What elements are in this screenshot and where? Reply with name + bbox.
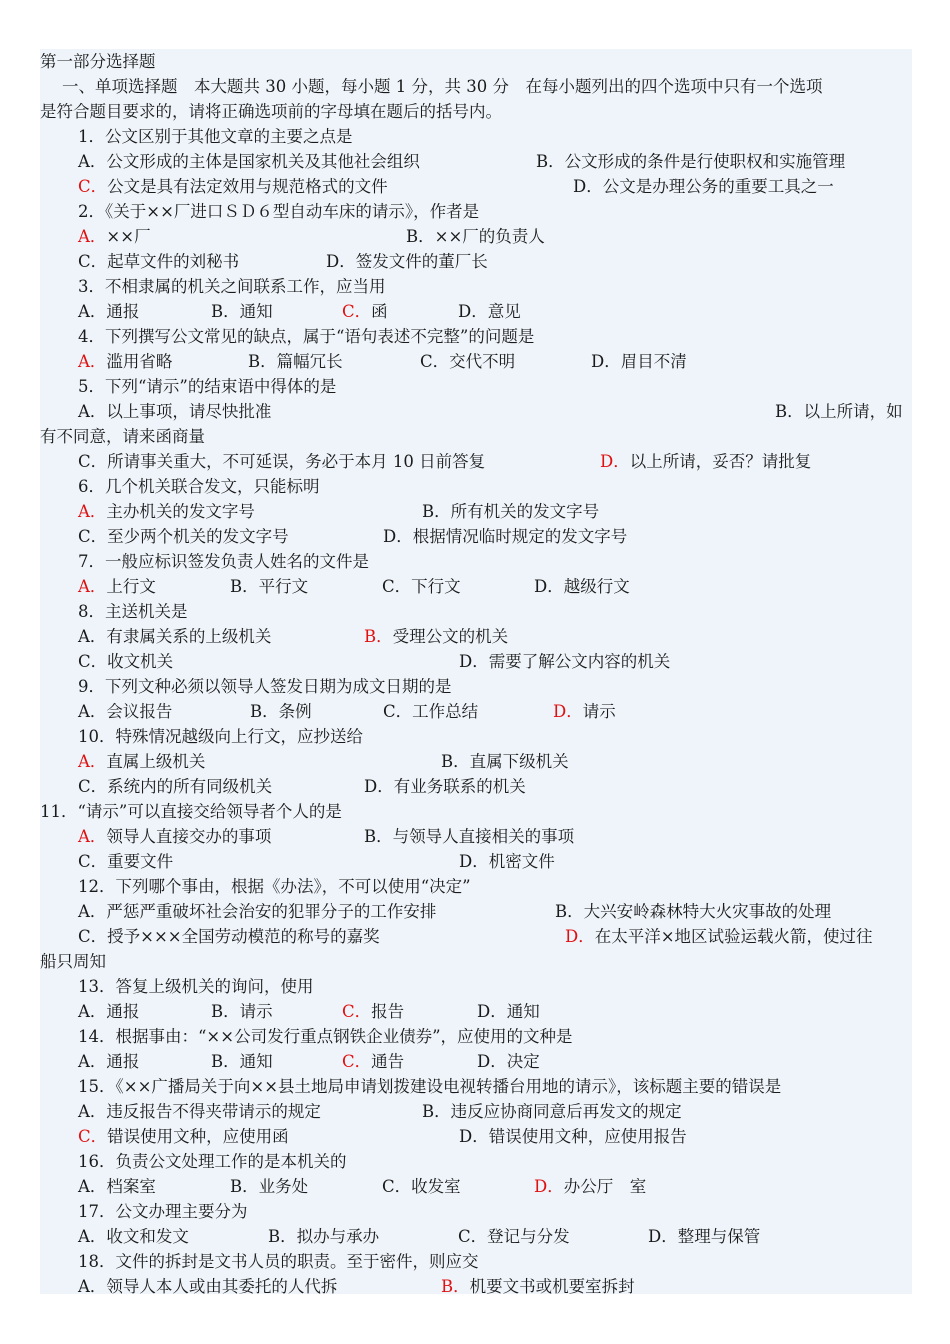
option-c: C．报告	[342, 1002, 405, 1021]
option-b: B．平行文	[230, 577, 309, 596]
option-a: A．领导人直接交办的事项	[78, 827, 272, 846]
option-a: A．滥用省略	[78, 352, 173, 371]
option-b: B．通知	[211, 1052, 273, 1071]
option-b: B．以上所请，如	[775, 402, 903, 421]
answer-letter: B．	[441, 1277, 470, 1296]
answer-letter: A．	[78, 752, 107, 771]
option-a: A．公文形成的主体是国家机关及其他社会组织	[78, 152, 420, 171]
option-c: C．交代不明	[420, 352, 516, 371]
answer-letter: D．	[565, 927, 595, 946]
section-heading-line2: 是符合题目要求的，请将正确选项前的字母填在题后的括号内。	[40, 102, 502, 121]
stem-text: 3．不相隶属的机关之间联系工作，应当用	[78, 277, 386, 296]
option-d: D．以上所请，妥否？请批复	[600, 452, 812, 471]
option-d: D．错误使用文种，应使用报告	[459, 1127, 687, 1146]
stem-text: 2．《关于××厂进口ＳＤ６型自动车床的请示》，作者是	[78, 202, 480, 221]
part-title-text: 第一部分选择题	[40, 52, 156, 71]
answer-letter: A．	[78, 827, 107, 846]
stem-text: 11．“请示”可以直接交给领导者个人的是	[40, 802, 342, 821]
answer-letter: C．	[78, 1127, 108, 1146]
option-d: D．机密文件	[459, 852, 555, 871]
option-b: B．业务处	[230, 1177, 309, 1196]
option-b: B．请示	[211, 1002, 273, 1021]
option-d: D．越级行文	[534, 577, 630, 596]
stem-text: 4．下列撰写公文常见的缺点，属于“语句表述不完整”的问题是	[78, 327, 535, 346]
option-d: D．有业务联系的机关	[364, 777, 526, 796]
answer-letter: A．	[78, 227, 107, 246]
option-c: C．起草文件的刘秘书	[78, 252, 240, 271]
option-c: C．收发室	[382, 1177, 461, 1196]
option-d: D．需要了解公文内容的机关	[459, 652, 671, 671]
stem-text: 5．下列“请示”的结束语中得体的是	[78, 377, 337, 396]
section-heading-line1: 一、单项选择题 本大题共 30 小题，每小题 1 分，共 30 分 在每小题列出的四个选项中只有一个选项	[62, 77, 823, 96]
option-c: C．公文是具有法定效用与规范格式的文件	[78, 177, 388, 196]
stem-text: 16．负责公文处理工作的是本机关的	[78, 1152, 347, 1171]
option-c: C．通告	[342, 1052, 405, 1071]
answer-letter: A．	[78, 577, 107, 596]
option-b: B．公文形成的条件是行使职权和实施管理	[536, 152, 846, 171]
continuation-text: 船只周知	[40, 952, 106, 971]
option-a: A．违反报告不得夹带请示的规定	[78, 1102, 321, 1121]
option-a: A．××厂	[78, 227, 151, 246]
stem-text: 1．公文区别于其他文章的主要之点是	[78, 127, 353, 146]
answer-letter: A．	[78, 502, 107, 521]
option-d: D．整理与保管	[648, 1227, 761, 1246]
option-a: A．通报	[78, 302, 140, 321]
option-b: B．大兴安岭森林特大火灾事故的处理	[555, 902, 832, 921]
option-a: A．主办机关的发文字号	[78, 502, 255, 521]
option-d: D．根据情况临时规定的发文字号	[383, 527, 628, 546]
option-a: A．直属上级机关	[78, 752, 206, 771]
stem-text: 17．公文办理主要分为	[78, 1202, 248, 1221]
option-c: C．所请事关重大，不可延误，务必于本月 10 日前答复	[78, 452, 486, 471]
option-c: C．错误使用文种，应使用函	[78, 1127, 289, 1146]
answer-letter: D．	[600, 452, 630, 471]
option-b: B．直属下级机关	[441, 752, 569, 771]
option-a: A．收文和发文	[78, 1227, 189, 1246]
option-d: D．意见	[458, 302, 521, 321]
answer-letter: D．	[553, 702, 583, 721]
option-b: B．所有机关的发文字号	[422, 502, 600, 521]
option-d: D．在太平洋×地区试验运载火箭，使过往	[565, 927, 873, 946]
option-b: B．机要文书或机要室拆封	[441, 1277, 635, 1296]
option-b: B．受理公文的机关	[364, 627, 509, 646]
option-a: A．严惩严重破坏社会治安的犯罪分子的工作安排	[78, 902, 437, 921]
option-d: D．决定	[477, 1052, 540, 1071]
answer-letter: A．	[78, 352, 107, 371]
option-c: C．授予×××全国劳动模范的称号的嘉奖	[78, 927, 380, 946]
option-c: C．收文机关	[78, 652, 174, 671]
option-b: B．拟办与承办	[268, 1227, 380, 1246]
option-b: B．通知	[211, 302, 273, 321]
answer-letter: D．	[534, 1177, 564, 1196]
option-d: D．请示	[553, 702, 616, 721]
option-c: C．函	[342, 302, 388, 321]
option-a: A．档案室	[78, 1177, 156, 1196]
option-a: A．以上事项，请尽快批准	[78, 402, 272, 421]
option-c: C．工作总结	[383, 702, 479, 721]
answer-letter: C．	[342, 1002, 372, 1021]
stem-text: 15．《××广播局关于向××县土地局申请划拨建设电视转播台用地的请示》，该标题主要的错误是	[78, 1077, 782, 1096]
stem-text: 14．根据事由：“××公司发行重点钢铁企业债券”，应使用的文种是	[78, 1027, 573, 1046]
option-b: B．与领导人直接相关的事项	[364, 827, 575, 846]
option-d: D．眉目不清	[591, 352, 687, 371]
stem-text: 13．答复上级机关的询问，使用	[78, 977, 314, 996]
answer-letter: B．	[364, 627, 393, 646]
stem-text: 18．文件的拆封是文书人员的职责。至于密件，则应交	[78, 1252, 479, 1271]
option-c: C．登记与分发	[458, 1227, 570, 1246]
continuation-text: 有不同意，请来函商量	[40, 427, 205, 446]
stem-text: 12．下列哪个事由，根据《办法》，不可以使用“决定”	[78, 877, 471, 896]
option-a: A．通报	[78, 1052, 140, 1071]
option-d: D．通知	[477, 1002, 540, 1021]
stem-text: 7．一般应标识签发负责人姓名的文件是	[78, 552, 369, 571]
answer-letter: C．	[342, 1052, 372, 1071]
option-a: A．通报	[78, 1002, 140, 1021]
option-d: D．办公厅 室	[534, 1177, 647, 1196]
option-d: D．签发文件的董厂长	[326, 252, 488, 271]
option-d: D．公文是办理公务的重要工具之一	[573, 177, 834, 196]
document-page	[40, 49, 912, 1294]
option-b: B．××厂的负责人	[406, 227, 545, 246]
option-b: B．违反应协商同意后再发文的规定	[422, 1102, 682, 1121]
option-c: C．重要文件	[78, 852, 174, 871]
option-c: C．至少两个机关的发文字号	[78, 527, 289, 546]
option-c: C．系统内的所有同级机关	[78, 777, 273, 796]
stem-text: 6．几个机关联合发文，只能标明	[78, 477, 320, 496]
option-b: B．篇幅冗长	[248, 352, 343, 371]
option-a: A．领导人本人或由其委托的人代拆	[78, 1277, 338, 1296]
stem-text: 8．主送机关是	[78, 602, 188, 621]
option-a: A．会议报告	[78, 702, 173, 721]
option-b: B．条例	[250, 702, 312, 721]
answer-letter: C．	[342, 302, 372, 321]
answer-letter: C．	[78, 177, 108, 196]
option-a: A．上行文	[78, 577, 156, 596]
stem-text: 9．下列文种必须以领导人签发日期为成文日期的是	[78, 677, 452, 696]
option-a: A．有隶属关系的上级机关	[78, 627, 272, 646]
option-c: C．下行文	[382, 577, 461, 596]
stem-text: 10．特殊情况越级向上行文，应抄送给	[78, 727, 363, 746]
